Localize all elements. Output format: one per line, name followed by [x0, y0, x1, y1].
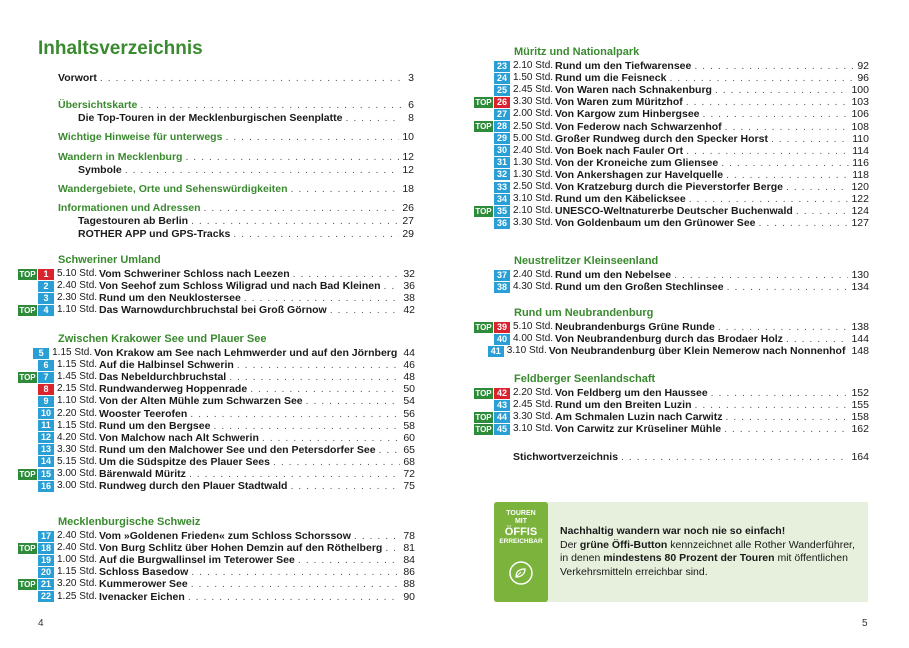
toc-entry-label: Tagestouren ab Berlin [78, 215, 189, 227]
tour-number-badge: 17 [38, 531, 54, 542]
tour-duration: 1.15 Std. [57, 359, 98, 371]
tour-number-badge: 31 [494, 157, 510, 168]
tour-number-badge: 43 [494, 400, 510, 411]
tour-page: 162 [851, 423, 869, 436]
tour-name: Vom »Goldenen Frieden« zum Schloss Schorssow [99, 530, 351, 542]
tour-duration: 2.20 Std. [513, 387, 554, 398]
tour-duration: 3.30 Std. [513, 217, 554, 229]
tour-duration: 3.30 Std. [57, 443, 98, 455]
tour-entry[interactable] [474, 72, 869, 84]
tour-page: 50 [403, 383, 415, 396]
tour-duration: 4.30 Std. [513, 281, 554, 293]
tour-page: 127 [851, 217, 869, 230]
tour-number-badge: 1 [38, 269, 54, 280]
tour-entry[interactable] [474, 84, 869, 96]
tour-page: 56 [403, 407, 415, 420]
tour-page: 130 [851, 269, 869, 281]
tour-page: 44 [403, 347, 415, 359]
tour-page: 32 [403, 268, 415, 280]
tour-number-badge: 44 [494, 412, 510, 423]
toc-entry[interactable] [58, 202, 414, 214]
tour-entry[interactable] [474, 169, 869, 181]
tour-number-badge: 33 [494, 182, 510, 193]
section-heading: Müritz und Nationalpark [514, 46, 640, 58]
tour-name: Schloss Basedow [99, 566, 189, 579]
tour-entry[interactable] [18, 408, 415, 420]
tour-page: 110 [852, 132, 869, 145]
tour-name: Am Schmalen Luzin nach Carwitz [555, 411, 723, 424]
tour-entry[interactable] [18, 371, 415, 383]
tour-name: Rund um die Feisneck [555, 72, 667, 85]
tour-page: 148 [851, 345, 869, 358]
tour-number-badge: 3 [38, 293, 54, 304]
top-badge: TOP [19, 579, 36, 589]
tour-entry[interactable] [474, 321, 869, 333]
toc-entry[interactable] [58, 72, 414, 84]
page-title: Inhaltsverzeichnis [38, 38, 203, 59]
tour-number-badge: 9 [38, 396, 54, 407]
tour-page: 158 [851, 411, 869, 424]
tour-entry[interactable] [474, 333, 869, 345]
section-heading: Rund um Neubrandenburg [514, 307, 654, 319]
tour-entry[interactable] [18, 542, 415, 554]
tour-page: 54 [403, 395, 415, 408]
tour-duration: 1.15 Std. [57, 419, 98, 431]
tour-name: Rund um den Nebelsee [555, 269, 672, 281]
tour-duration: 5.10 Std. [57, 268, 98, 279]
top-badge: TOP [19, 372, 36, 382]
tour-page: 122 [851, 193, 869, 206]
tour-entry[interactable] [18, 456, 415, 468]
tour-page: 75 [403, 480, 415, 493]
tour-name: Von Carwitz zur Krüseliner Mühle [555, 423, 722, 436]
tour-entry[interactable] [18, 395, 415, 407]
toc-entry-label: Übersichtskarte [58, 99, 138, 111]
tour-name: Von Krakow am See nach Lehmwerder und auf den Jörnberg [94, 347, 398, 359]
tour-name: Rund um den Breiten Luzin [555, 399, 692, 412]
toc-entry-label: Wandergebiete, Orte und Sehenswürdigkeiten [58, 183, 288, 195]
tour-name: Rundweg durch den Plauer Stadtwald [99, 480, 288, 493]
tour-page: 116 [852, 156, 869, 169]
tour-duration: 1.00 Std. [57, 554, 98, 566]
tour-page: 138 [851, 321, 869, 333]
tour-number-badge: 5 [33, 348, 49, 359]
tour-duration: 4.00 Std. [513, 333, 554, 345]
tour-name: Das Nebeldurchbruchstal [99, 371, 227, 384]
index-entry-label: Stichwortverzeichnis [513, 451, 619, 463]
tour-entry[interactable] [18, 444, 415, 456]
tour-entry[interactable] [474, 205, 869, 217]
tour-entry[interactable] [18, 554, 415, 566]
tour-entry[interactable] [18, 347, 415, 359]
tour-page: 84 [403, 554, 415, 567]
tour-page: 36 [403, 280, 415, 293]
top-badge: TOP [475, 122, 492, 131]
tour-entry[interactable] [18, 480, 415, 492]
tour-page: 118 [852, 168, 869, 181]
tour-name: Rund um den Neuklostersee [99, 292, 241, 305]
tour-number-badge: 15 [38, 469, 54, 480]
toc-entry-page: 26 [402, 202, 414, 214]
tour-duration: 5.00 Std. [513, 132, 554, 144]
tour-entry[interactable] [474, 157, 869, 169]
tour-name: Von Ankershagen zur Havelquelle [555, 168, 724, 181]
tour-name: Um die Südspitze des Plauer Sees [99, 455, 270, 468]
tour-entry[interactable] [18, 468, 415, 480]
tour-duration: 2.10 Std. [513, 205, 554, 217]
toc-entry-page: 8 [408, 112, 414, 124]
tour-name: Von der Kroneiche zum Gliensee [555, 156, 719, 169]
tour-page: 100 [851, 84, 869, 97]
tour-entry[interactable] [474, 121, 869, 133]
toc-entry[interactable] [58, 151, 414, 163]
tour-number-badge: 11 [38, 420, 54, 431]
tour-name: Neubrandenburgs Grüne Runde [555, 321, 715, 333]
tour-entry[interactable] [18, 359, 415, 371]
toc-entry[interactable] [58, 99, 414, 111]
tour-name: Von Kratzeburg durch die Pieverstorfer Berge [555, 181, 783, 193]
tour-number-badge: 37 [494, 270, 510, 281]
tour-name: Von Neubrandenburg über Klein Nemerow nach Nonnenhof [548, 345, 846, 358]
tour-duration: 3.30 Std. [513, 96, 554, 108]
tour-entry[interactable] [474, 193, 869, 205]
tour-name: Von Boek nach Fauler Ort [555, 144, 684, 157]
tour-page: 155 [851, 399, 869, 412]
tour-duration: 2.40 Std. [513, 144, 554, 156]
tour-entry[interactable] [474, 269, 869, 281]
tour-page: 60 [403, 431, 415, 444]
tour-number-badge: 26 [494, 97, 510, 108]
tour-number-badge: 30 [494, 145, 510, 156]
tour-name: Rund um den Großen Stechlinsee [555, 281, 724, 294]
tour-number-badge: 45 [494, 424, 510, 435]
tour-number-badge: 41 [488, 346, 504, 357]
tour-entry[interactable] [474, 345, 869, 357]
toc-entry-label: Informationen und Adressen [58, 202, 201, 214]
tour-duration: 2.45 Std. [513, 399, 554, 411]
top-badge: TOP [475, 206, 492, 216]
toc-entry[interactable] [58, 183, 414, 195]
tour-duration: 3.00 Std. [57, 480, 98, 492]
tour-name: Von Waren nach Schnakenburg [555, 84, 712, 97]
tour-duration: 1.15 Std. [52, 347, 93, 358]
section-heading: Zwischen Krakower See und Plauer See [58, 333, 267, 345]
tour-number-badge: 6 [38, 360, 54, 371]
tour-entry[interactable] [18, 268, 415, 280]
tour-number-badge: 21 [38, 579, 54, 590]
tour-name: Rund um den Käbelicksee [555, 193, 686, 206]
page-number-left: 4 [38, 618, 44, 629]
tour-number-badge: 34 [494, 194, 510, 205]
tour-name: Rund um den Bergsee [99, 419, 211, 432]
toc-entry-page: 6 [408, 99, 414, 111]
top-badge: TOP [475, 412, 492, 422]
tour-duration: 3.10 Std. [513, 193, 554, 205]
tour-number-badge: 24 [494, 73, 510, 84]
tour-page: 90 [403, 590, 415, 603]
tour-duration: 1.30 Std. [513, 168, 554, 180]
toc-entry-page: 18 [402, 183, 414, 195]
top-badge: TOP [475, 424, 492, 434]
tour-page: 38 [403, 292, 415, 305]
tour-entry[interactable] [474, 399, 869, 411]
tour-duration: 1.25 Std. [57, 590, 98, 602]
section-heading: Mecklenburgische Schweiz [58, 516, 201, 528]
tour-page: 114 [852, 144, 869, 157]
tour-page: 46 [403, 359, 415, 372]
tour-duration: 2.20 Std. [57, 407, 98, 419]
tour-number-badge: 7 [38, 372, 54, 383]
tour-page: 48 [403, 371, 415, 384]
tour-name: Ivenacker Eichen [99, 590, 185, 603]
tour-number-badge: 2 [38, 281, 54, 292]
tour-entry[interactable] [474, 108, 869, 120]
tour-name: Von der Alten Mühle zum Schwarzen See [99, 395, 303, 408]
tour-name: Großer Rundweg durch den Specker Horst [555, 132, 768, 145]
tour-duration: 2.30 Std. [57, 292, 98, 304]
tour-name: Rund um den Tiefwarensee [555, 60, 692, 72]
tour-duration: 2.40 Std. [57, 280, 98, 292]
tour-entry[interactable] [474, 387, 869, 399]
tour-number-badge: 18 [38, 543, 54, 554]
toc-entry-label: Vorwort [58, 72, 97, 84]
toc-entry-page: 12 [402, 164, 414, 176]
tour-page: 124 [851, 205, 869, 218]
tour-page: 78 [403, 530, 415, 542]
page-number-right: 5 [862, 618, 868, 629]
tour-duration: 2.50 Std. [513, 120, 554, 132]
section-heading: Neustrelitzer Kleinseenland [514, 255, 659, 267]
toc-entry-page: 29 [402, 228, 414, 240]
tour-number-badge: 36 [494, 218, 510, 229]
toc-entry-label: ROTHER APP und GPS-Tracks [78, 228, 231, 240]
tour-name: Von Federow nach Schwarzenhof [555, 120, 722, 133]
tour-duration: 2.50 Std. [513, 181, 554, 192]
tour-entry[interactable] [18, 280, 415, 292]
tour-entry[interactable] [474, 217, 869, 229]
top-badge: TOP [475, 97, 492, 107]
tour-page: 42 [403, 304, 415, 317]
toc-entry-page: 27 [402, 215, 414, 227]
tour-page: 65 [403, 443, 415, 456]
tour-name: Das Warnowdurchbruchstal bei Groß Görnow [99, 304, 327, 317]
tour-name: Von Burg Schlitz über Hohen Demzin auf den Röthelberg [99, 542, 383, 555]
toc-entry-page: 10 [402, 131, 414, 143]
tour-entry[interactable] [474, 96, 869, 108]
tour-duration: 1.15 Std. [57, 566, 98, 578]
leaf-icon [508, 560, 534, 586]
tour-name: Von Kargow zum Hinbergsee [555, 108, 700, 121]
tour-number-badge: 16 [38, 481, 54, 492]
toc-entry-label: Wichtige Hinweise für unterwegs [58, 131, 223, 143]
tour-number-badge: 8 [38, 384, 54, 395]
tour-entry[interactable] [474, 60, 869, 72]
tour-page: 120 [851, 181, 869, 193]
tour-name: Rundwanderweg Hoppenrade [99, 383, 248, 396]
toc-entry-label: Symbole [78, 164, 122, 176]
top-badge: TOP [19, 469, 36, 479]
tour-duration: 1.45 Std. [57, 371, 98, 383]
tour-number-badge: 4 [38, 305, 54, 316]
tour-number-badge: 20 [38, 567, 54, 578]
tour-entry[interactable] [474, 181, 869, 193]
toc-entry-page: 3 [408, 72, 414, 84]
tour-number-badge: 10 [38, 408, 54, 419]
tour-number-badge: 32 [494, 169, 510, 180]
toc-entry-label: Wandern in Mecklenburg [58, 151, 183, 163]
tour-name: Von Goldenbaum um den Grünower See [555, 217, 756, 230]
toc-entry[interactable] [58, 131, 414, 143]
tour-number-badge: 28 [494, 121, 510, 132]
tour-name: Von Malchow nach Alt Schwerin [99, 431, 259, 444]
tour-entry[interactable] [18, 383, 415, 395]
tour-page: 92 [857, 60, 869, 72]
tour-duration: 3.30 Std. [513, 411, 554, 423]
top-badge: TOP [19, 305, 36, 315]
tour-page: 144 [851, 333, 869, 346]
tour-name: Kummerower See [99, 578, 188, 591]
tour-page: 58 [403, 419, 415, 432]
tour-number-badge: 40 [494, 334, 510, 345]
tour-name: Von Seehof zum Schloss Wiligrad und nach Bad Kleinen [99, 280, 381, 293]
tour-name: Rund um den Malchower See und den Petersdorfer See [99, 443, 376, 456]
tour-entry[interactable] [18, 530, 415, 542]
section-heading: Feldberger Seenlandschaft [514, 373, 656, 385]
tour-name: Bärenwald Müritz [99, 468, 186, 480]
tour-number-badge: 12 [38, 432, 54, 443]
tour-name: Wooster Teerofen [99, 407, 188, 420]
tour-number-badge: 23 [494, 61, 510, 72]
oeffi-button-logo: TOUREN MIT ÖFFIS ERREICHBAR [494, 502, 548, 602]
index-entry-page: 164 [851, 451, 869, 463]
tour-duration: 2.10 Std. [513, 60, 554, 71]
tour-entry[interactable] [474, 145, 869, 157]
tour-name: UNESCO-Weltnaturerbe Deutscher Buchenwald [555, 205, 793, 218]
tour-number-badge: 29 [494, 133, 510, 144]
tour-entry[interactable] [18, 432, 415, 444]
tour-duration: 2.45 Std. [513, 84, 554, 96]
tour-page: 72 [403, 468, 415, 480]
tour-entry[interactable] [18, 304, 415, 316]
tour-page: 86 [403, 566, 415, 579]
tour-duration: 1.10 Std. [57, 395, 98, 407]
tour-number-badge: 39 [494, 322, 510, 333]
toc-entry[interactable] [78, 112, 414, 124]
tour-duration: 3.10 Std. [506, 345, 547, 357]
tour-page: 68 [403, 455, 415, 468]
section-heading: Schweriner Umland [58, 254, 161, 266]
tour-duration: 2.40 Std. [513, 269, 554, 280]
oeffi-info-text: Nachhaltig wandern war noch nie so einfach! Der grüne Öffi-Button kennzeichnet alle Rother Wanderführer, in denen mindestens 80 Prozent der Touren mit öffentlichen Verkehrsmitteln erreichbar sind. [560, 525, 855, 578]
tour-duration: 2.40 Std. [57, 530, 98, 541]
tour-page: 88 [403, 578, 415, 591]
tour-duration: 3.20 Std. [57, 578, 98, 590]
tour-duration: 5.15 Std. [57, 455, 98, 467]
top-badge: TOP [475, 388, 492, 398]
tour-entry[interactable] [474, 133, 869, 145]
tour-duration: 2.00 Std. [513, 108, 554, 120]
tour-number-badge: 38 [494, 282, 510, 293]
tour-page: 152 [851, 387, 869, 399]
tour-page: 96 [857, 72, 869, 85]
tour-number-badge: 25 [494, 85, 510, 96]
toc-entry-page: 12 [402, 151, 414, 163]
tour-number-badge: 19 [38, 555, 54, 566]
tour-name: Vom Schweriner Schloss nach Leezen [99, 268, 290, 280]
tour-duration: 2.15 Std. [57, 383, 98, 395]
index-entry[interactable] [513, 451, 869, 463]
tour-entry[interactable] [474, 411, 869, 423]
toc-entry[interactable] [78, 164, 414, 176]
top-badge: TOP [475, 322, 492, 332]
tour-name: Auf die Burgwallinsel im Teterower See [99, 554, 295, 567]
tour-entry[interactable] [474, 423, 869, 435]
tour-page: 106 [851, 108, 869, 121]
tour-number-badge: 27 [494, 109, 510, 120]
tour-page: 134 [851, 281, 869, 294]
tour-duration: 1.10 Std. [57, 304, 98, 316]
tour-name: Von Feldberg um den Haussee [555, 387, 708, 399]
top-badge: TOP [19, 269, 36, 279]
toc-entry[interactable] [78, 215, 414, 227]
tour-duration: 5.10 Std. [513, 321, 554, 332]
tour-duration: 4.20 Std. [57, 431, 98, 443]
tour-duration: 1.30 Std. [513, 156, 554, 168]
tour-duration: 3.10 Std. [513, 423, 554, 435]
oeffi-info-box [494, 502, 868, 602]
tour-entry[interactable] [474, 281, 869, 293]
tour-number-badge: 13 [38, 444, 54, 455]
tour-duration: 2.40 Std. [57, 542, 98, 554]
tour-page: 103 [851, 96, 869, 109]
tour-page: 81 [403, 542, 415, 555]
tour-name: Von Neubrandenburg durch das Brodaer Holz [555, 333, 783, 346]
tour-entry[interactable] [18, 420, 415, 432]
top-badge: TOP [19, 543, 36, 553]
tour-number-badge: 14 [38, 456, 54, 467]
toc-entry-label: Die Top-Touren in der Mecklenburgischen Seenplatte [78, 112, 343, 124]
tour-duration: 3.00 Std. [57, 468, 98, 479]
tour-entry[interactable] [18, 591, 415, 603]
tour-name: Auf die Halbinsel Schwerin [99, 359, 234, 372]
tour-entry[interactable] [18, 566, 415, 578]
tour-entry[interactable] [18, 578, 415, 590]
tour-number-badge: 42 [494, 388, 510, 399]
tour-number-badge: 22 [38, 591, 54, 602]
tour-number-badge: 35 [494, 206, 510, 217]
tour-duration: 1.50 Std. [513, 72, 554, 84]
tour-entry[interactable] [18, 292, 415, 304]
tour-page: 108 [851, 120, 869, 133]
tour-name: Von Waren zum Müritzhof [555, 96, 683, 109]
toc-entry[interactable] [78, 228, 414, 240]
